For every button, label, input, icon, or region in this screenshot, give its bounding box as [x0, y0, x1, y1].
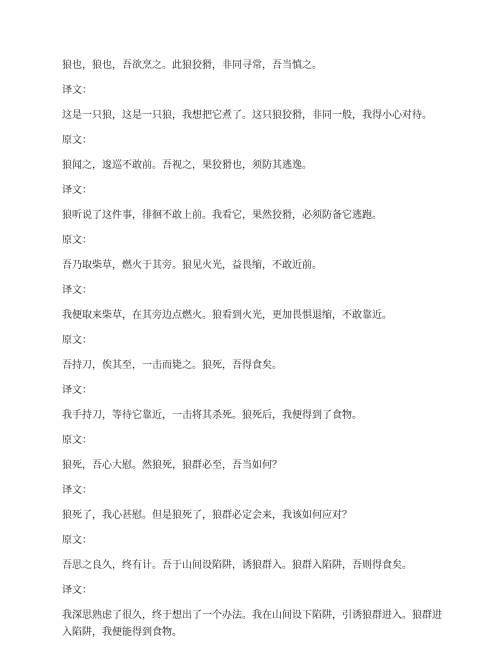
- paragraph-label: 原文：: [62, 335, 92, 346]
- paragraph-label: 译文：: [62, 485, 92, 496]
- paragraph-label: 原文：: [62, 135, 92, 146]
- paragraph-translation: 狼听说了这件事，徘徊不敢上前。我看它，果然狡猾，必须防备它逃跑。: [62, 210, 382, 221]
- paragraph-original: 吾持刀，俟其至，一击而毙之。狼死，吾得食矣。: [62, 360, 282, 371]
- paragraph-label: 原文：: [62, 535, 92, 546]
- paragraph-original: 吾乃取柴草，燃火于其旁。狼见火光，益畏缩，不敢近前。: [62, 260, 322, 271]
- paragraph-translation: 我手持刀，等待它靠近，一击将其杀死。狼死后，我便得到了食物。: [62, 410, 362, 421]
- paragraph-label: 译文：: [62, 85, 92, 96]
- paragraph-label: 译文：: [62, 585, 92, 596]
- paragraph-translation: 狼死了，我心甚慰。但是狼死了，狼群必定会来，我该如何应对？: [62, 510, 352, 521]
- paragraph-label: 译文：: [62, 285, 92, 296]
- paragraph-translation: 这是一只狼，这是一只狼，我想把它煮了。这只狼狡猾，非同一般，我得小心对待。: [62, 110, 432, 121]
- paragraph-original: 狼也，狼也，吾欲烹之。此狼狡猾，非同寻常，吾当慎之。: [62, 60, 322, 71]
- paragraph-label: 原文：: [62, 235, 92, 246]
- paragraph-label: 译文：: [62, 185, 92, 196]
- paragraph-label: 原文：: [62, 435, 92, 446]
- paragraph-original: 狼闻之，逡巡不敢前。吾视之，果狡猾也，须防其逃逸。: [62, 160, 312, 171]
- paragraph-original: 吾思之良久，终有计。吾于山间设陷阱，诱狼群入。狼群入陷阱，吾则得食矣。: [62, 560, 412, 571]
- paragraph-translation: 我深思熟虑了很久，终于想出了一个办法。我在山间设下陷阱，引诱狼群进入。狼群进入陷阱，我便能得到食物。: [62, 610, 442, 638]
- paragraph-label: 译文：: [62, 385, 92, 396]
- paragraph-translation: 我便取来柴草，在其旁边点燃火。狼看到火光，更加畏惧退缩，不敢靠近。: [62, 310, 392, 321]
- paragraph-original: 狼死，吾心大慰。然狼死，狼群必至，吾当如何？: [62, 460, 282, 471]
